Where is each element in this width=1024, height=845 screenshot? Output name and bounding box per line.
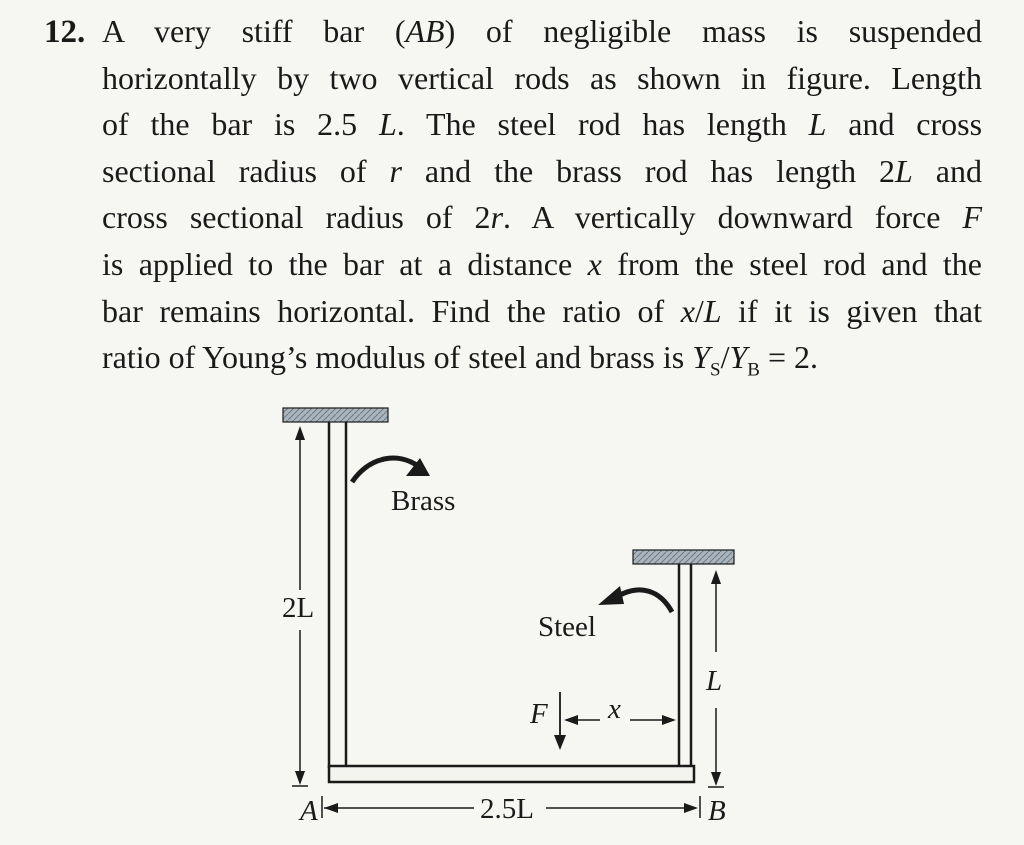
- brass-pointer-arrowhead: [406, 458, 430, 476]
- text-run: = 2.: [759, 339, 818, 376]
- question-line-3: [102, 101, 982, 148]
- bar-length-dimension: [322, 796, 700, 818]
- text-run: if it is given that: [721, 292, 983, 329]
- text-run: ) of negligible mass is suspended: [444, 13, 983, 49]
- text-run: horizontally by two vertical rods as shown in figure. Length: [102, 59, 982, 96]
- force-arrow: [554, 692, 566, 750]
- stiff-bar-ab: [329, 766, 694, 782]
- distance-x-label: x: [608, 693, 621, 725]
- text-run: bar remains horizontal. Find the ratio of: [102, 292, 681, 329]
- force-label: F: [530, 698, 548, 730]
- brass-length-label: 2L: [282, 592, 315, 624]
- steel-pointer-arrow: [618, 590, 672, 612]
- text-run: x: [587, 245, 602, 282]
- distance-x-dimension: [564, 715, 676, 725]
- text-run: F: [962, 199, 983, 236]
- text-run: . The steel rod has length: [396, 106, 809, 143]
- steel-ceiling-support: [633, 550, 734, 564]
- text-run: . A vertically downward force: [503, 199, 963, 236]
- steel-rod: [679, 564, 691, 766]
- steel-length-label: L: [706, 665, 723, 697]
- text-run: r: [490, 199, 504, 236]
- steel-pointer-arrowhead: [598, 586, 624, 605]
- question-line-1: [102, 8, 982, 55]
- text-run: L: [703, 292, 722, 329]
- text-run: /: [694, 292, 704, 329]
- text-run: and cross: [826, 106, 983, 143]
- brass-label: Brass: [391, 485, 456, 517]
- text-run: r: [389, 152, 402, 189]
- text-run: of the bar is 2.5: [102, 106, 379, 143]
- text-run: x: [680, 292, 695, 329]
- brass-rod: [329, 422, 346, 768]
- text-run: L: [808, 106, 827, 143]
- question-line-5: [102, 194, 982, 241]
- text-run: sectional radius of: [102, 152, 390, 189]
- text-run: from the steel rod and the: [601, 245, 983, 282]
- question-line-8: [102, 334, 982, 394]
- subscript: B: [747, 359, 760, 381]
- question-line-7: [102, 288, 982, 335]
- bar-length-label: 2.5L: [480, 793, 534, 825]
- question-line-2: [102, 55, 982, 102]
- end-b-label: B: [708, 795, 726, 827]
- text-run: A very stiff bar (: [102, 13, 406, 49]
- end-a-label: A: [300, 795, 318, 827]
- question-line-6: [102, 241, 982, 288]
- steel-length-dimension: [708, 570, 724, 787]
- text-run: Y: [692, 339, 710, 376]
- text-run: is applied to the bar at a distance: [102, 245, 588, 282]
- text-run: and the brass rod has length 2: [401, 152, 896, 189]
- text-run: L: [895, 152, 913, 189]
- text-run: /: [720, 339, 730, 376]
- text-run: ratio of Young’s modulus of steel and brass is: [102, 339, 693, 376]
- brass-pointer-arrow: [352, 458, 418, 482]
- question-text: [102, 8, 982, 394]
- subscript: S: [710, 359, 721, 381]
- steel-label: Steel: [538, 611, 596, 643]
- question-line-4: [102, 148, 982, 195]
- text-run: and: [912, 152, 983, 189]
- text-run: AB: [405, 13, 445, 49]
- brass-ceiling-support: [283, 408, 388, 422]
- brass-length-dimension: [292, 426, 308, 786]
- text-run: Y: [729, 339, 748, 376]
- text-run: L: [378, 106, 397, 143]
- text-run: cross sectional radius of 2: [102, 199, 491, 236]
- question-number: 12.: [44, 14, 86, 50]
